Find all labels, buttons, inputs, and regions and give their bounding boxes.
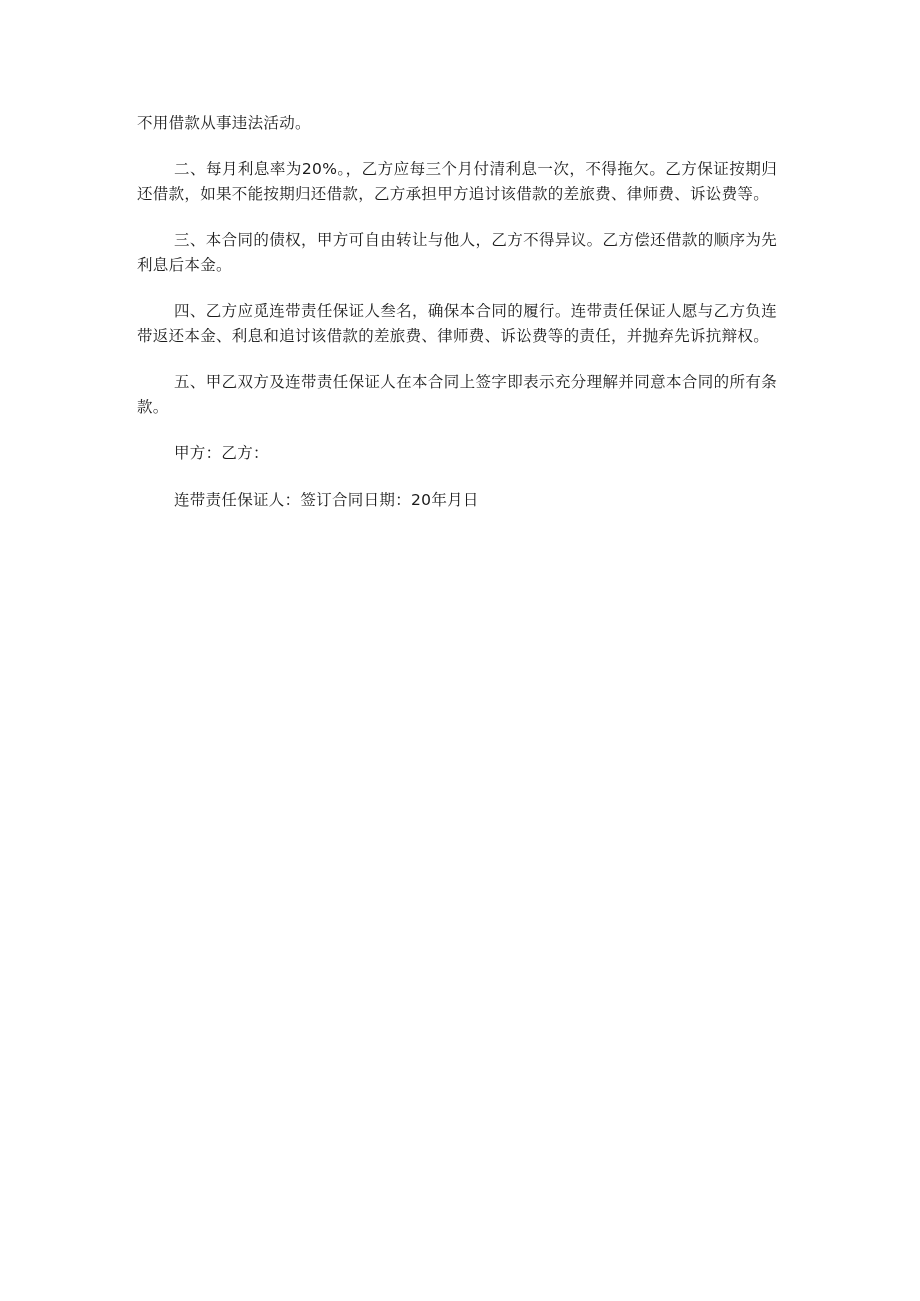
signature-guarantor-date: 连带责任保证人：签订合同日期：20年月日	[174, 491, 479, 509]
document-body	[137, 111, 777, 535]
clause-3: 三、本合同的债权，甲方可自由转让与他人，乙方不得异议。乙方偿还借款的顺序为先利息后本金。	[137, 231, 777, 274]
clause-2: 二、每月利息率为20%。，乙方应每三个月付清利息一次，不得拖欠。乙方保证按期归还借款，如果不能按期归还借款，乙方承担甲方追讨该借款的差旅费、律师费、诉讼费等。	[137, 160, 777, 203]
clause-1-tail: 不用借款从事违法活动。	[137, 114, 311, 132]
clause-4: 四、乙方应觅连带责任保证人叁名，确保本合同的履行。连带责任保证人愿与乙方负连带返还本金、利息和追讨该借款的差旅费、律师费、诉讼费等的责任，并抛弃先诉抗辩权。	[137, 302, 777, 345]
signature-parties: 甲方：乙方：	[174, 444, 269, 462]
clause-5: 五、甲乙双方及连带责任保证人在本合同上签字即表示充分理解并同意本合同的所有条款。	[137, 373, 777, 416]
